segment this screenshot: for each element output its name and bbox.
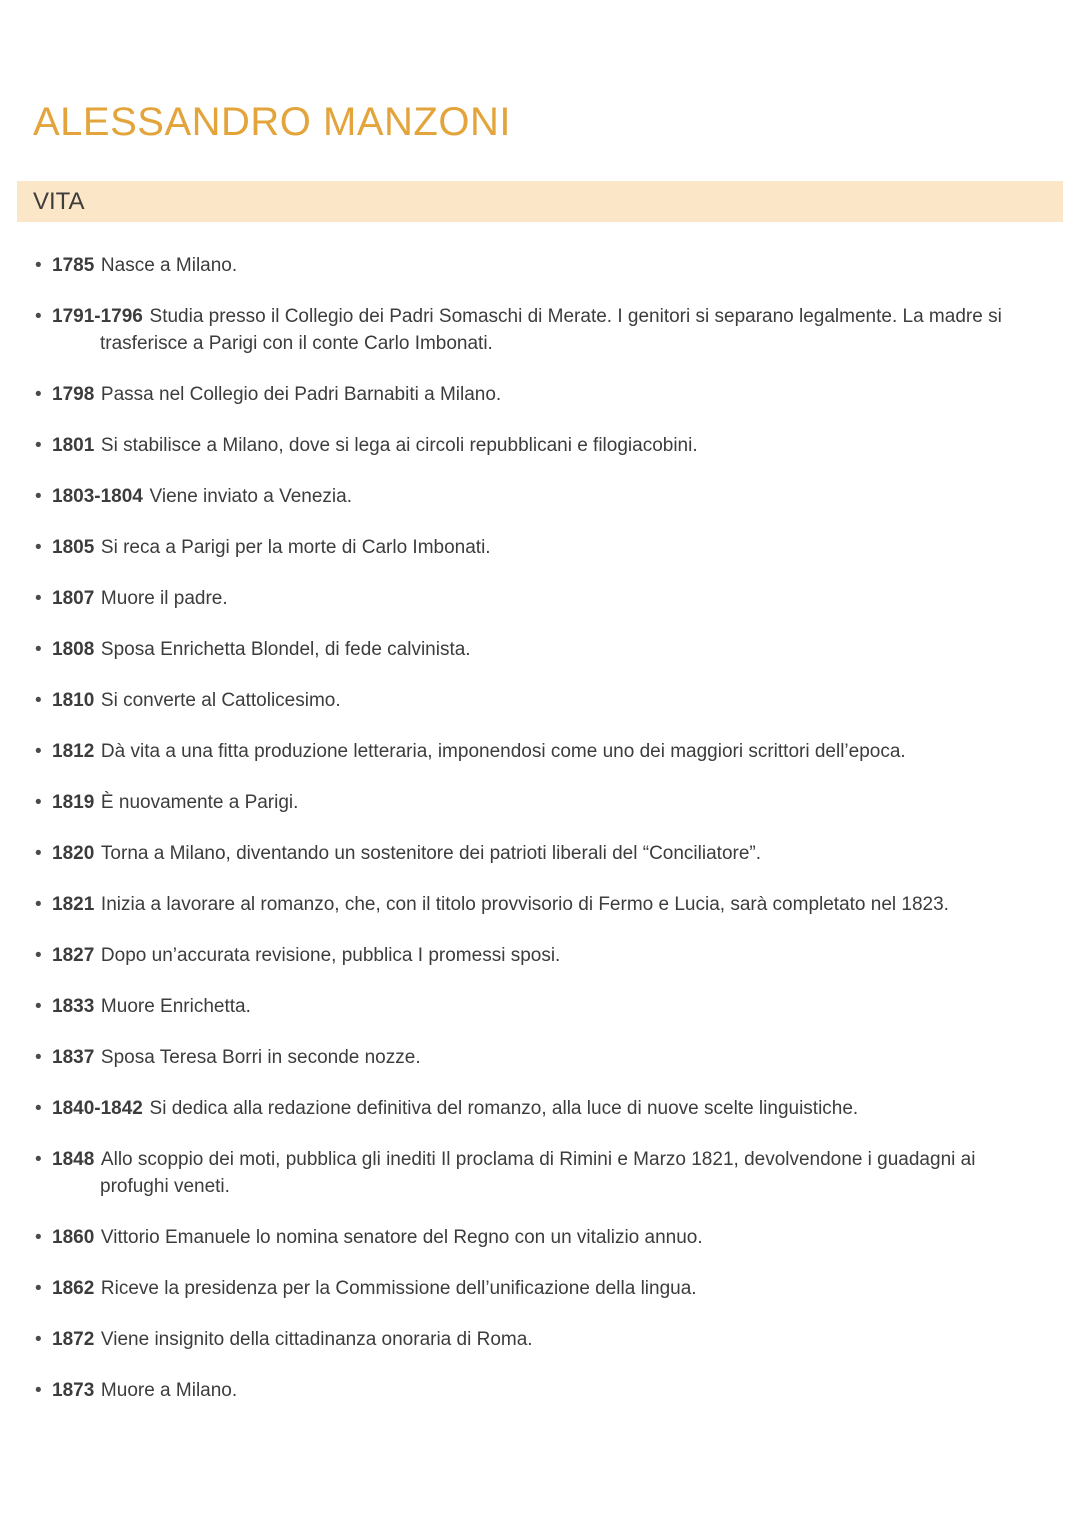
bullet-icon: • [35,894,42,915]
timeline-year: 1807 [52,588,95,609]
timeline-year: 1862 [52,1278,95,1299]
bullet-icon: • [35,384,42,405]
timeline-text: Viene inviato a Venezia. [149,486,352,507]
bullet-icon: • [35,1329,42,1350]
bullet-icon: • [35,843,42,864]
timeline-item [0,1377,1080,1404]
timeline-item [0,432,1080,459]
section-header-vita: VITA [17,181,1063,222]
timeline-text: È nuovamente a Parigi. [100,792,299,813]
timeline-year: 1803-1804 [52,486,143,507]
timeline-year: 1805 [52,537,95,558]
bullet-icon: • [35,1278,42,1299]
timeline-item [0,993,1080,1020]
timeline-year: 1808 [52,639,95,660]
timeline-item [0,738,1080,765]
timeline-item [0,687,1080,714]
bullet-icon: • [35,996,42,1017]
bullet-icon: • [35,639,42,660]
bullet-icon: • [35,1380,42,1401]
timeline-text: Nasce a Milano. [100,255,238,276]
bullet-icon: • [35,945,42,966]
timeline-item [0,840,1080,867]
timeline-year: 1827 [52,945,95,966]
timeline-item [0,534,1080,561]
timeline-text: Inizia a lavorare al romanzo, che, con il titolo provvisorio di Fermo e Lucia, sarà completato nel 1823. [100,894,949,915]
timeline-item [0,1275,1080,1302]
timeline-text: Si dedica alla redazione definitiva del romanzo, alla luce di nuove scelte linguistiche. [149,1098,859,1119]
timeline-text: Muore Enrichetta. [100,996,251,1017]
bullet-icon: • [35,741,42,762]
timeline-year: 1833 [52,996,95,1017]
timeline-text: Muore il padre. [100,588,228,609]
bullet-icon: • [35,486,42,507]
timeline-year: 1798 [52,384,95,405]
timeline-text: Vittorio Emanuele lo nomina senatore del Regno con un vitalizio annuo. [100,1227,703,1248]
timeline-text: Si reca a Parigi per la morte di Carlo Imbonati. [100,537,491,558]
timeline-text: Sposa Enrichetta Blondel, di fede calvinista. [100,639,471,660]
bullet-icon: • [35,1227,42,1248]
bullet-icon: • [35,537,42,558]
timeline-year: 1801 [52,435,95,456]
timeline-year: 1837 [52,1047,95,1068]
bullet-icon: • [35,306,42,327]
timeline-item [0,1146,1080,1200]
bullet-icon: • [35,792,42,813]
timeline-item [0,252,1080,279]
bullet-icon: • [35,1047,42,1068]
timeline-year: 1821 [52,894,95,915]
timeline-year: 1840-1842 [52,1098,143,1119]
page-title: ALESSANDRO MANZONI [33,100,511,144]
timeline-year: 1812 [52,741,95,762]
bullet-icon: • [35,255,42,276]
timeline-item [0,789,1080,816]
timeline-text: Torna a Milano, diventando un sostenitore dei patrioti liberali del “Conciliatore”. [100,843,762,864]
timeline-item [0,303,1080,357]
timeline-year: 1872 [52,1329,95,1350]
timeline-text: Sposa Teresa Borri in seconde nozze. [100,1047,421,1068]
timeline-year: 1873 [52,1380,95,1401]
timeline-item [0,1044,1080,1071]
timeline-year: 1819 [52,792,95,813]
timeline-text: Si converte al Cattolicesimo. [100,690,341,711]
timeline-text: Viene insignito della cittadinanza onoraria di Roma. [100,1329,533,1350]
timeline-text: Muore a Milano. [100,1380,238,1401]
timeline-text: Dopo un’accurata revisione, pubblica I promessi sposi. [100,945,561,966]
timeline-year: 1810 [52,690,95,711]
timeline-year: 1860 [52,1227,95,1248]
timeline-year: 1848 [52,1149,95,1170]
bullet-icon: • [35,690,42,711]
timeline-item [0,1095,1080,1122]
timeline-year: 1791-1796 [52,306,143,327]
timeline-text: Passa nel Collegio dei Padri Barnabiti a Milano. [100,384,502,405]
bullet-icon: • [35,1149,42,1170]
bullet-icon: • [35,588,42,609]
timeline-item [0,483,1080,510]
timeline-text: Studia presso il Collegio dei Padri Somaschi di Merate. I genitori si separano legalmente. La madre si trasferisce a Parigi con il conte Carlo Imbonati. [100,306,1002,354]
timeline-item [0,585,1080,612]
timeline-text: Allo scoppio dei moti, pubblica gli inediti Il proclama di Rimini e Marzo 1821, devolvendone i guadagni ai profughi veneti. [100,1149,976,1197]
bullet-icon: • [35,435,42,456]
timeline-list [0,252,1080,1404]
timeline-item [0,1224,1080,1251]
timeline-year: 1820 [52,843,95,864]
timeline-item [0,942,1080,969]
timeline-item [0,891,1080,918]
timeline-text: Riceve la presidenza per la Commissione dell’unificazione della lingua. [100,1278,697,1299]
timeline-year: 1785 [52,255,95,276]
bullet-icon: • [35,1098,42,1119]
timeline-item [0,381,1080,408]
timeline-item [0,1326,1080,1353]
timeline-text: Dà vita a una fitta produzione letteraria, imponendosi come uno dei maggiori scrittori dell’epoca. [100,741,906,762]
timeline-text: Si stabilisce a Milano, dove si lega ai circoli repubblicani e filogiacobini. [100,435,698,456]
timeline-item [0,636,1080,663]
